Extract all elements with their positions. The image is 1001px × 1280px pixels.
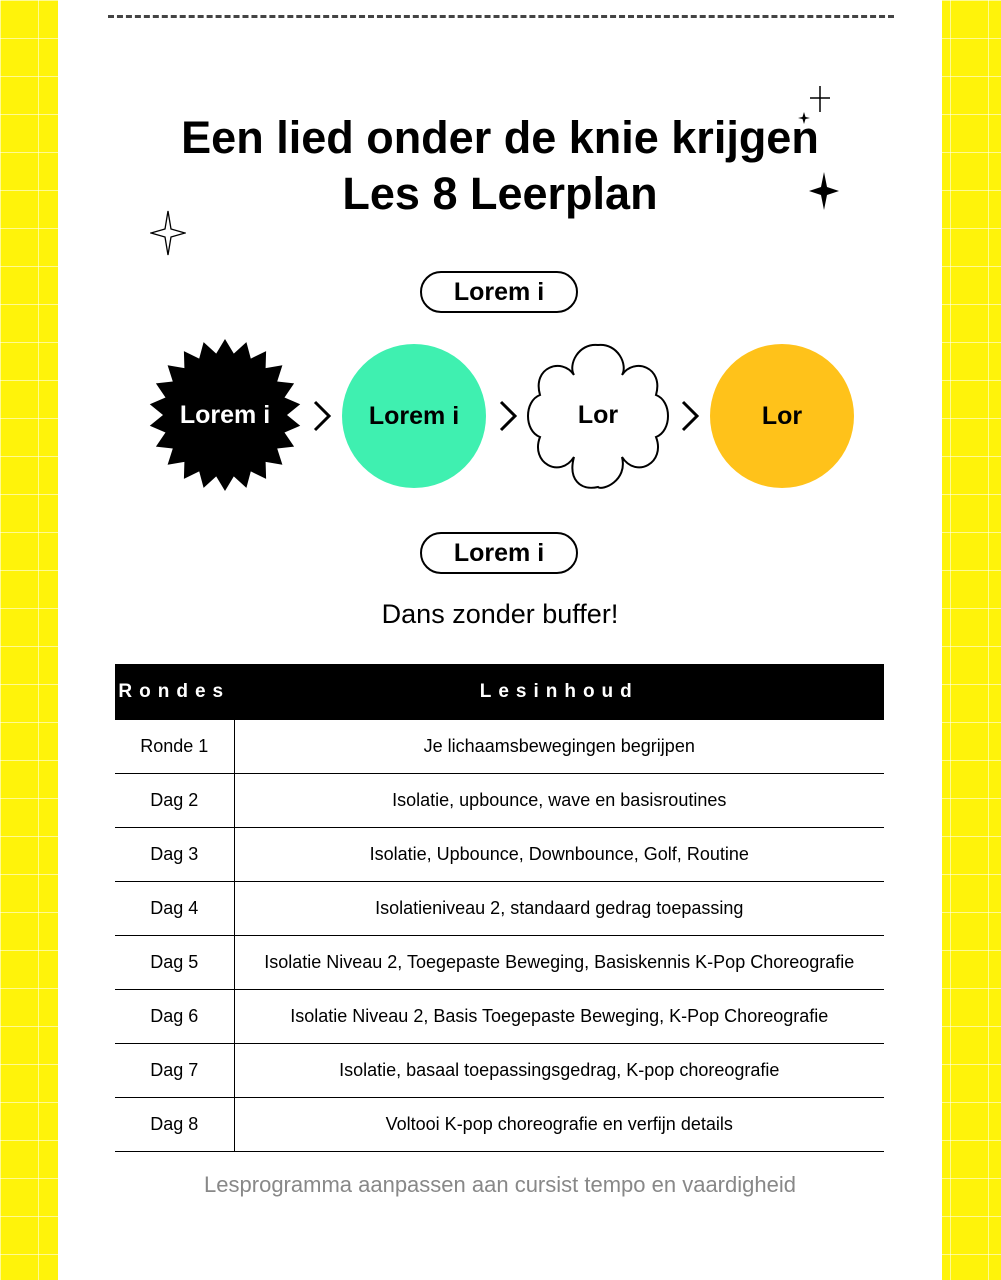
round-cell: Dag 3: [115, 828, 234, 882]
column-header-rondes: Rondes: [115, 664, 234, 720]
round-cell: Dag 8: [115, 1098, 234, 1152]
column-header-lesinhoud: Lesinhoud: [234, 664, 884, 720]
table-header-row: [115, 664, 884, 720]
flow-step-3-label: Lor: [577, 400, 619, 429]
curriculum-table: [115, 664, 884, 1152]
flow-step-4-label: Lor: [761, 401, 803, 430]
page-title-line-2: Les 8 Leerplan: [342, 168, 658, 219]
flow-step-1-label: Lorem i: [179, 400, 271, 429]
content-cell: Isolatieniveau 2, standaard gedrag toepassing: [234, 882, 884, 936]
subtitle: Dans zonder buffer!: [381, 599, 619, 629]
table-row: [115, 1044, 884, 1098]
content-cell: Isolatie, Upbounce, Downbounce, Golf, Routine: [234, 828, 884, 882]
content-cell: Isolatie, basaal toepassingsgedrag, K-pop choreografie: [234, 1044, 884, 1098]
chevron-right-icon: [312, 400, 332, 432]
poster-page: [58, 0, 942, 1280]
table-row: [115, 720, 884, 774]
dashed-divider: [108, 15, 894, 18]
footer-note: Lesprogramma aanpassen aan cursist tempo en vaardigheid: [204, 1172, 796, 1197]
round-cell: Dag 5: [115, 936, 234, 990]
table-row: [115, 828, 884, 882]
round-cell: Dag 4: [115, 882, 234, 936]
chevron-right-icon: [498, 400, 518, 432]
table-row: [115, 936, 884, 990]
round-cell: Dag 7: [115, 1044, 234, 1098]
round-cell: Ronde 1: [115, 720, 234, 774]
table-row: [115, 882, 884, 936]
content-cell: Je lichaamsbewegingen begrijpen: [234, 720, 884, 774]
content-cell: Isolatie Niveau 2, Basis Toegepaste Beweging, K-Pop Choreografie: [234, 990, 884, 1044]
content-cell: Isolatie, upbounce, wave en basisroutines: [234, 774, 884, 828]
table-row: [115, 774, 884, 828]
round-cell: Dag 6: [115, 990, 234, 1044]
bottom-pill-label: Lorem i: [420, 532, 578, 574]
top-pill-label: Lorem i: [420, 271, 578, 313]
content-cell: Voltooi K-pop choreografie en verfijn details: [234, 1098, 884, 1152]
page-title-line-1: Een lied onder de knie krijgen: [181, 112, 819, 163]
table-row: [115, 990, 884, 1044]
content-cell: Isolatie Niveau 2, Toegepaste Beweging, Basiskennis K-Pop Choreografie: [234, 936, 884, 990]
flow-step-2-label: Lorem i: [368, 401, 460, 430]
table-row: [115, 1098, 884, 1152]
round-cell: Dag 2: [115, 774, 234, 828]
chevron-right-icon: [680, 400, 700, 432]
